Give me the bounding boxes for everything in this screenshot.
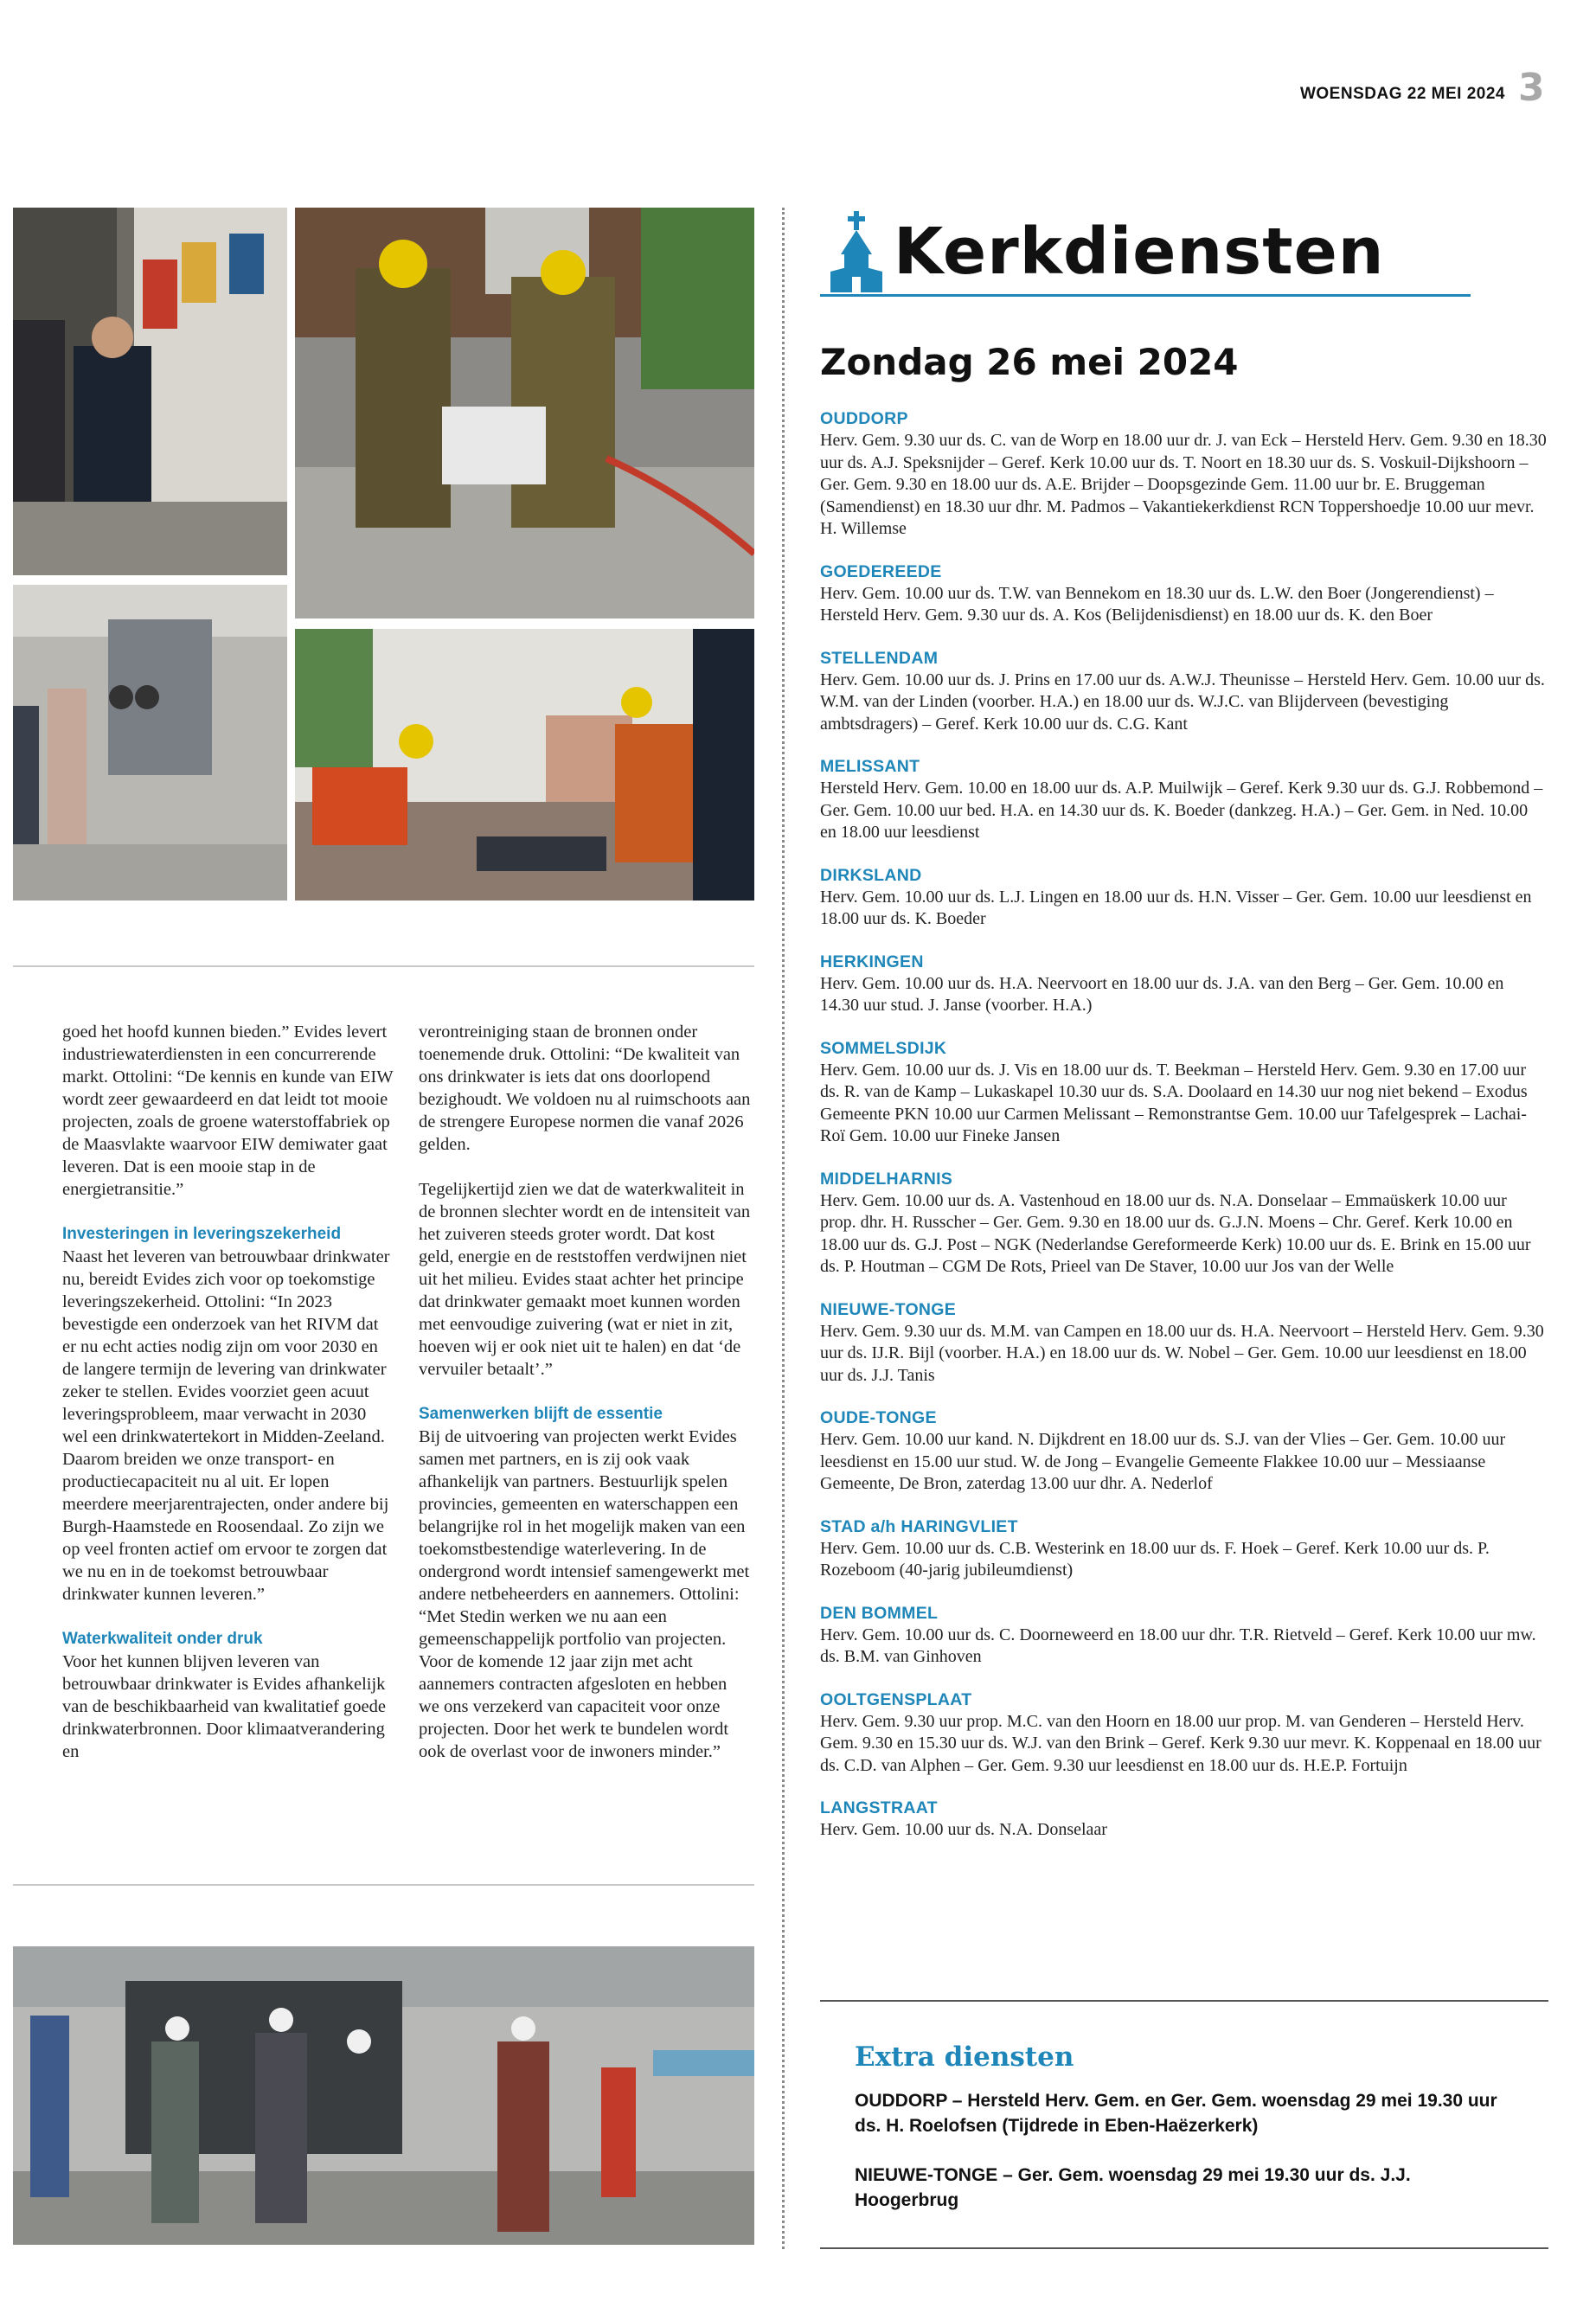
service-entry [820, 1038, 1547, 1148]
church-icon [830, 208, 882, 294]
article-paragraph: Tegelijkertijd zien we dat de waterkwaliteit in de bronnen slechter wordt en de intensiteit van het zuiveren steeds groter wordt. Dat kost geld, energie en de reststoffen verdwijnen niet uit het milieu. Evides staat achter het principe dat drinkwater gemaakt moet kunnen worden met eenvoudige zuivering (wat er niet in zit, hoeven wij er ook niet uit te halen) en dat ‘de vervuiler betaalt’.” [419, 1180, 751, 1379]
page-number: 3 [1518, 66, 1545, 110]
article-paragraph: Bij de uitvoering van projecten werkt Evides samen met partners, en is zij ook vaak afhankelijk van partners. Bestuurlijk spelen provincies, gemeenten en waterschappen een belangrijke rol in het mogelijk maken van een toekomstbestendige waterlevering. In de ondergrond wordt intensief samengewerkt met andere netbeheerders en aannemers. Ottolini: “Met Stedin werken we nu aan een gemeenschappelijk portfolio van projecten. Voor de komende 12 jaar zijn met acht aannemers contracten afgesloten en hebben we ons verzekerd van capaciteit voor onze projecten. Door het werk te bundelen wordt ook de overlast voor de inwoners minder.” [419, 1427, 750, 1761]
service-entry [820, 1407, 1547, 1496]
service-text: Herv. Gem. 10.00 uur ds. L.J. Lingen en 18.00 uur ds. H.N. Visser – Ger. Gem. 10.00 uur leesdienst en 18.00 uur ds. K. Boeder [820, 887, 1532, 928]
section-title: Kerkdiensten [894, 215, 1385, 289]
photo-police-hallway [13, 208, 287, 575]
service-entry [820, 561, 1547, 627]
column-divider [782, 208, 785, 2249]
box-bottom-rule [820, 2247, 1548, 2249]
article-paragraph: Naast het leveren van betrouwbaar drinkwater nu, bereidt Evides zich voor op toekomstige leveringszekerheid. Ottolini: “In 2023 bevestigde een onderzoek van het RIVM dat er nu echt acties nodig zijn om voor 2030 en de langere termijn de levering van drinkwater zeker te stellen. Evides voorziet geen acuut leveringsprobleem, maar verwacht in 2030 wel een drinkwatertekort in Midden-Zeeland. Daarom breiden we onze transport- en productiecapaciteit nu al uit. Er lopen meerdere meerjarentrajecten, onder andere bij Burgh-Haamstede en Roosendaal. Zo zijn we op veel fronten actief om ervoor te zorgen dat we nu en in de toekomst betrouwbaar drinkwater kunnen leveren.” [62, 1247, 390, 1604]
service-entry [820, 1516, 1547, 1582]
place-name: SOMMELSDIJK [820, 1038, 947, 1058]
place-name: OOLTGENSPLAAT [820, 1689, 972, 1709]
extra-services-title: Extra diensten [855, 2041, 1074, 2073]
service-entry [820, 1689, 1547, 1778]
service-text: Herv. Gem. 10.00 uur ds. N.A. Donselaar [820, 1820, 1107, 1839]
service-text: Herv. Gem. 10.00 uur ds. J. Prins en 17.00 uur ds. A.W.J. Theunisse – Hersteld Herv. Gem. 10.00 uur ds. W.M. van der Linden (voorber. H.A.) en 18.00 uur ds. W.J.C. van Blijderveen (bevestiging ambtsdragers) – Geref. Kerk 10.00 uur ds. C.G. Kant [820, 670, 1545, 734]
service-text: Herv. Gem. 10.00 uur ds. H.A. Neervoort en 18.00 uur ds. J.A. van den Berg – Ger. Gem. 10.00 en 14.30 uur stud. J. Janse (voorber. H.A.) [820, 973, 1504, 1015]
place-name: OUDDORP [820, 409, 908, 428]
place-name: GOEDEREEDE [820, 561, 942, 581]
place-name: DEN BOMMEL [820, 1603, 939, 1623]
issue-date: WOENSDAG 22 MEI 2024 [1299, 85, 1505, 103]
photo-smoke-corridor [13, 585, 287, 901]
divider [13, 1884, 754, 1886]
place-name: MELISSANT [820, 757, 920, 776]
extra-service-item: NIEUWE-TONGE – Ger. Gem. woensdag 29 mei 19.30 uur ds. J.J. Hoogerbrug [855, 2165, 1411, 2210]
box-top-rule [820, 2000, 1548, 2002]
service-date: Zondag 26 mei 2024 [820, 341, 1239, 383]
photo-visitors-hardhats [13, 1946, 754, 2245]
service-text: Herv. Gem. 9.30 uur prop. M.C. van den Hoorn en 18.00 uur prop. M. van Genderen – Hersteld Herv. Gem. 9.30 en 15.30 uur ds. W.J. van den Brink – Geref. Kerk 9.30 uur mevr. K. Koppenaal en 18.00 uur ds. C.D. van Alphen – Ger. Gem. 9.30 uur leesdienst en 18.00 uur ds. H.E.P. Fortuijn [820, 1711, 1542, 1775]
service-text: Herv. Gem. 9.30 uur ds. C. van de Worp en 18.00 uur dr. J. van Eck – Hersteld Herv. Gem. 9.30 en 18.30 uur ds. A.J. Speksnijder – Geref. Kerk 10.00 uur ds. T. Noort en 18.30 uur ds. S. Voskuil-Dijkshoorn – Ger. Gem. 9.30 en 18.00 uur ds. A.E. Brijder – Doopsgezinde Gem. 11.00 uur br. E. Bruggeman (Samendienst) en 18.30 uur dhr. M. Padmos – Vakantiekerkdienst RCN Toppershoedje 10.00 uur mevr. H. Willemse [820, 431, 1547, 538]
extra-service-item: OUDDORP – Hersteld Herv. Gem. en Ger. Gem. woensdag 29 mei 19.30 uur ds. H. Roelofsen (Tijdrede in Eben-Haëzerkerk) [855, 2091, 1497, 2136]
service-text: Herv. Gem. 10.00 uur ds. C. Doorneweerd en 18.00 uur dhr. T.R. Rietveld – Geref. Kerk 10.00 uur mw. ds. B.M. van Ginhoven [820, 1625, 1536, 1666]
article-subheading: Samenwerken blijft de essentie [419, 1405, 663, 1423]
service-text: Herv. Gem. 10.00 uur ds. C.B. Westerink en 18.00 uur ds. F. Hoek – Geref. Kerk 10.00 uur ds. P. Rozeboom (40-jarig jubileumdienst) [820, 1538, 1490, 1580]
article-column-2 [419, 1021, 752, 1763]
article-subheading: Investeringen in leveringszekerheid [62, 1225, 342, 1243]
service-entry [820, 1169, 1547, 1279]
service-entry [820, 408, 1547, 541]
place-name: DIRKSLAND [820, 865, 922, 885]
article-paragraph: Voor het kunnen blijven leveren van betrouwbaar drinkwater is Evides afhankelijk van de beschikbaarheid van kwalitatief goede drinkwaterbronnen. Door klimaatverandering en [62, 1652, 386, 1761]
place-name: NIEUWE-TONGE [820, 1299, 957, 1319]
service-entry [820, 648, 1547, 736]
service-text: Herv. Gem. 10.00 uur kand. N. Dijkdrent en 18.00 uur ds. S.J. van der Vlies – Ger. Gem. 10.00 uur leesdienst en 15.00 uur stud. W. de Jong – Evangelie Gemeente Flakkee 10.00 uur – Messiaanse Gemeente, De Bron, zaterdag 13.00 uur dhr. A. Nederlof [820, 1430, 1506, 1493]
place-name: MIDDELHARNIS [820, 1169, 953, 1189]
service-entry [820, 1798, 1547, 1842]
article-subheading: Waterkwaliteit onder druk [62, 1630, 263, 1648]
title-underline [820, 294, 1471, 297]
divider [13, 965, 754, 967]
place-name: STELLENDAM [820, 648, 939, 668]
service-text: Herv. Gem. 9.30 uur ds. M.M. van Campen en 18.00 uur ds. H.A. Neervoort – Hersteld Herv. Gem. 9.30 uur ds. IJ.R. Bijl (voorber. H.A.) en 18.00 uur ds. W. Nobel – Ger. Gem. 10.00 uur leesdienst en 18.00 uur ds. J.J. Tanis [820, 1321, 1544, 1385]
place-name: HERKINGEN [820, 952, 924, 971]
service-text: Herv. Gem. 10.00 uur ds. T.W. van Bennekom en 18.30 uur ds. L.W. den Boer (Jongerendienst) – Hersteld Herv. Gem. 9.30 uur ds. A. Kos (Belijdenisdienst) en 18.00 uur ds. K. den Boer [820, 583, 1494, 625]
service-entry [820, 1299, 1547, 1388]
services-list [820, 408, 1547, 1862]
service-entry [820, 756, 1547, 844]
service-entry [820, 952, 1547, 1017]
place-name: OUDE-TONGE [820, 1408, 937, 1427]
service-text: Herv. Gem. 10.00 uur ds. A. Vastenhoud en 18.00 uur ds. N.A. Donselaar – Emmaüskerk 10.00 uur prop. dhr. H. Russcher – Ger. Gem. 9.30 en 18.00 uur ds. G.J.N. Moens – Chr. Geref. Kerk 10.00 en 18.00 uur ds. G.J. Post – NGK (Nederlandse Gereformeerde Kerk) 10.00 uur ds. E. Brink en 15.00 uur ds. P. Houtman – CGM De Rots, Prieel van De Staver, 10.00 uur Jos van der Welle [820, 1190, 1531, 1276]
article-paragraph: verontreiniging staan de bronnen onder toenemende druk. Ottolini: “De kwaliteit van ons drinkwater is iets dat ons doorlopend bezighoudt. We voldoen nu al ruimschoots aan de strengere Europese normen die vanaf 2026 gelden. [419, 1022, 751, 1154]
service-entry [820, 865, 1547, 931]
service-text: Hersteld Herv. Gem. 10.00 en 18.00 uur ds. A.P. Muilwijk – Geref. Kerk 9.30 uur ds. G.J. Robbemond – Ger. Gem. 10.00 uur bed. H.A. en 14.30 uur ds. K. Boeder (dankzeg. H.A.) – Ger. Gem. in Ned. 10.00 en 18.00 uur leesdienst [820, 779, 1543, 842]
article-column-1 [62, 1021, 395, 1763]
place-name: LANGSTRAAT [820, 1798, 938, 1817]
article-paragraph: goed het hoofd kunnen bieden.” Evides levert industriewaterdiensten in een concurrerende markt. Ottolini: “De kennis en kunde van EIW wordt zeer gewaardeerd en dat leidt tot mooie projecten, zoals de groene waterstoffabriek op de Maasvlakte waarvoor EIW demiwater gaat leveren. Dat is een mooie stap in de energietransitie.” [62, 1022, 394, 1199]
service-text: Herv. Gem. 10.00 uur ds. J. Vis en 18.00 uur ds. T. Beekman – Hersteld Herv. Gem. 9.30 en 17.00 uur ds. R. van de Kamp – Lukaskapel 10.30 uur ds. S.A. Doolaard en 14.30 uur nog niet bekend – Exodus Gemeente PKN 10.00 uur Carmen Melissant – Remonstrantse Gem. 10.00 uur Tafelgesprek – Lachai-Roï Gem. 10.00 uur Fineke Jansen [820, 1060, 1528, 1145]
photo-victims-training [295, 629, 754, 901]
photo-firefighters-rescue [295, 208, 754, 619]
service-entry [820, 1603, 1547, 1669]
place-name: STAD a/h HARINGVLIET [820, 1516, 1018, 1536]
